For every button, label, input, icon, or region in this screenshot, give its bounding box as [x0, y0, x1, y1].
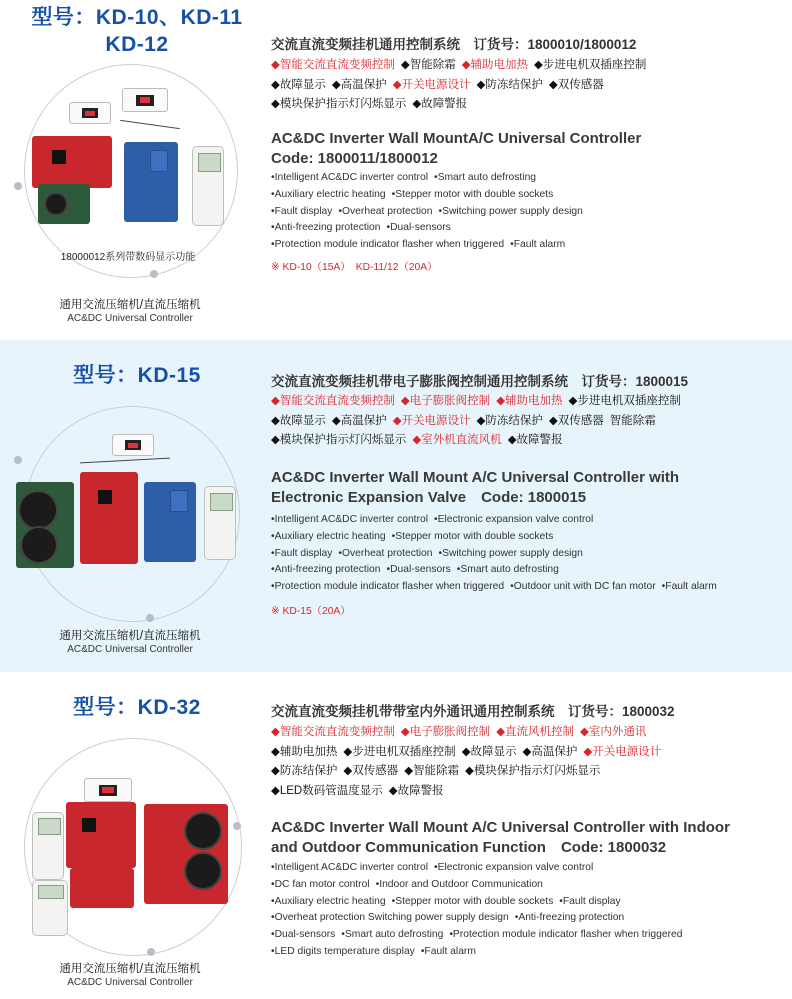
feature: ◆故障警报 — [507, 434, 563, 446]
feature: ◆辅助电加热 — [271, 745, 338, 758]
feature: •Smart auto defrosting — [341, 929, 444, 941]
model-title-line1: 型号：KD-10、KD-11 — [31, 6, 243, 29]
feature-row — [271, 76, 781, 96]
feature: ◆防冻结保护 — [271, 765, 338, 777]
ring-dot — [14, 456, 22, 464]
feature: •Protection module indicator flasher when triggered — [449, 929, 683, 941]
feature-list-en — [271, 170, 786, 254]
feature: •Smart auto defrosting — [456, 564, 559, 576]
red-pcb — [66, 802, 136, 868]
feature: ◆故障显示 — [271, 78, 326, 91]
feature: ◆模块保护指示灯闪烁显示 — [271, 98, 407, 110]
title-cn: 交流直流变频挂机带带室内外通讯通用控制系统 订货号：1800032 — [271, 704, 675, 719]
feature: •Protection module indicator flasher when triggered — [271, 581, 505, 593]
feature: ◆步进电机双插座控制 — [534, 59, 647, 71]
feature: ◆高温保护 — [331, 414, 387, 427]
feature: ◆智能除霜 — [404, 765, 460, 777]
feature: ◆智能交流直流变频控制 — [271, 726, 395, 738]
feature: •Indoor and Outdoor Communication — [375, 878, 543, 890]
feature-row — [271, 927, 786, 944]
feature: ◆室外机直流风机 — [412, 434, 502, 446]
ring-dot — [14, 182, 22, 190]
caption-cn: 通用交流压缩机/直流压缩机 — [59, 630, 201, 642]
feature-row — [271, 579, 786, 596]
caption-en: AC&DC Universal Controller — [67, 644, 193, 655]
feature-row — [271, 431, 781, 451]
feature-row — [271, 529, 786, 546]
feature: ◆辅助电加热 — [496, 395, 563, 407]
chip — [52, 150, 66, 164]
display-panel — [84, 778, 132, 802]
feature-list-en — [271, 512, 786, 596]
feature: •Dual-sensors — [386, 564, 451, 576]
feature: ◆智能除霜 — [400, 59, 456, 71]
wired-panel — [32, 880, 68, 936]
feature: •LED digits temperature display — [271, 945, 415, 957]
capacitor — [184, 812, 222, 850]
caption-cn: 通用交流压缩机/直流压缩机 — [59, 963, 201, 975]
feature: •Electronic expansion valve control — [433, 862, 594, 873]
feature: ◆开关电源设计 — [583, 745, 662, 758]
feature: •Anti-freezing protection — [271, 222, 381, 234]
capacitor — [20, 526, 58, 564]
ring-dot — [146, 614, 154, 622]
capacitor — [18, 490, 58, 530]
feature: •Fault display — [271, 547, 333, 559]
chip — [98, 490, 112, 504]
title-cn: 交流直流变频挂机带电子膨胀阀控制通用控制系统 订货号：1800015 — [271, 374, 689, 389]
feature-row — [271, 860, 786, 877]
feature-list-en — [271, 860, 786, 961]
feature: ◆故障显示 — [271, 414, 326, 427]
remote-control — [32, 812, 64, 880]
product-section-kd10 — [0, 0, 792, 340]
feature: •Smart auto defrosting — [433, 172, 537, 183]
caption-en: AC&DC Universal Controller — [67, 313, 193, 324]
feature-list-cn — [271, 392, 781, 451]
feature-row — [271, 95, 781, 115]
feature: •Outdoor unit with DC fan motor — [510, 581, 656, 593]
title-en — [271, 129, 781, 169]
feature: ◆LED数码管温度显示 — [271, 784, 383, 797]
display-panel — [69, 102, 111, 124]
feature: •Fault alarm — [661, 581, 717, 593]
title-en-line2: and Outdoor Communication Function Code: 1800032 — [271, 839, 667, 856]
title-cn: 交流直流变频挂机通用控制系统 订货号：1800010/1800012 — [271, 37, 637, 52]
feature: ◆智能交流直流变频控制 — [271, 59, 395, 71]
title-en-line2: Code: 1800011/1800012 — [271, 150, 438, 167]
product-section-kd32 — [0, 672, 792, 999]
feature: •Stepper motor with double sockets — [391, 188, 554, 200]
feature: •Switching power supply design — [438, 547, 583, 559]
relay — [170, 490, 188, 512]
feature: ◆故障警报 — [388, 784, 444, 797]
title-en — [271, 818, 781, 858]
feature-row — [271, 56, 781, 76]
feature-row — [271, 512, 786, 529]
feature: •Protection module indicator flasher when triggered — [271, 239, 505, 251]
red-pcb — [32, 136, 112, 188]
feature-row — [271, 894, 786, 911]
feature: ◆高温保护 — [331, 78, 387, 91]
red-pcb — [80, 472, 138, 564]
feature-row — [271, 910, 786, 927]
feature: ◆开关电源设计 — [392, 78, 471, 91]
title-en-line1: AC&DC Inverter Wall Mount A/C Universal Controller with — [271, 469, 680, 486]
caption-cn: 通用交流压缩机/直流压缩机 — [59, 299, 201, 311]
feature: ◆双传感器 — [548, 414, 604, 427]
feature-row — [271, 170, 786, 187]
model-title: 型号：KD-15 — [73, 364, 201, 387]
current-rating: ※ KD-15（20A） — [271, 606, 351, 617]
feature-row — [271, 762, 781, 782]
feature-row — [271, 944, 786, 961]
feature-row — [271, 237, 786, 254]
feature-row — [271, 743, 781, 763]
feature: ◆直流风机控制 — [496, 726, 575, 738]
model-title — [6, 4, 268, 58]
feature: •Auxiliary electric heating — [271, 530, 386, 542]
feature: •Auxiliary electric heating — [271, 188, 386, 200]
caption-en: AC&DC Universal Controller — [67, 977, 193, 988]
feature: ◆智能交流直流变频控制 — [271, 395, 395, 407]
feature-row — [271, 546, 786, 563]
ring-dot — [233, 822, 241, 830]
feature-list-cn — [271, 56, 781, 115]
feature: •Electronic expansion valve control — [433, 514, 594, 525]
capacitor — [44, 192, 68, 216]
feature: •Overheat protection Switching power supply design — [271, 912, 509, 924]
feature: ◆故障显示 — [461, 745, 517, 758]
feature: •Dual-sensors — [271, 929, 336, 941]
feature-row — [271, 877, 786, 894]
capacitor — [184, 852, 222, 890]
remote-control — [204, 486, 236, 560]
feature: ◆模块保护指示灯闪烁显示 — [465, 765, 601, 777]
model-title-line2: KD-12 — [105, 33, 169, 56]
feature: ◆高温保护 — [522, 745, 578, 758]
feature: ◆开关电源设计 — [392, 414, 471, 427]
feature: ◆电子膨胀阀控制 — [400, 395, 491, 407]
feature: ◆辅助电加热 — [461, 59, 529, 71]
feature: •DC fan motor control — [271, 878, 370, 890]
feature-list-cn — [271, 723, 781, 801]
feature: •Fault display — [271, 205, 333, 217]
feature-row — [271, 220, 786, 237]
feature: ◆步进电机双插座控制 — [568, 395, 681, 407]
feature: •Stepper motor with double sockets — [391, 895, 554, 907]
chip — [82, 818, 96, 832]
relay — [150, 150, 168, 172]
remote-control — [192, 146, 224, 226]
ring-dot — [150, 270, 158, 278]
feature-row — [271, 392, 781, 412]
feature: •Switching power supply design — [438, 205, 583, 217]
receiver-panel — [122, 88, 168, 112]
feature-row — [271, 204, 786, 221]
feature: •Overheat protection — [338, 547, 433, 559]
feature: ◆双传感器 — [548, 78, 604, 91]
feature: ◆室内外通讯 — [580, 726, 647, 738]
feature-row — [271, 782, 781, 802]
feature: 智能除霜 — [609, 414, 656, 427]
feature: ◆故障警报 — [412, 98, 468, 110]
feature: •Overheat protection — [338, 205, 433, 217]
image-note: 18000012系列带数码显示功能 — [60, 252, 196, 263]
feature-row — [271, 723, 781, 743]
red-pcb-small — [70, 868, 134, 908]
title-en-line1: AC&DC Inverter Wall Mount A/C Universal Controller with Indoor — [271, 819, 730, 836]
feature: ◆双传感器 — [343, 765, 399, 777]
title-en-line2: Electronic Expansion Valve Code: 1800015 — [271, 489, 587, 506]
feature-row — [271, 412, 781, 432]
feature: ◆模块保护指示灯闪烁显示 — [271, 434, 407, 446]
feature: •Dual-sensors — [386, 222, 451, 234]
display-panel — [112, 434, 154, 456]
feature: •Fault alarm — [510, 239, 566, 251]
feature: •Intelligent AC&DC inverter control — [271, 862, 428, 873]
feature: ◆防冻结保护 — [476, 414, 543, 427]
feature: •Fault alarm — [420, 945, 476, 957]
feature: ◆电子膨胀阀控制 — [400, 726, 491, 738]
title-en-line1: AC&DC Inverter Wall MountA/C Universal Controller — [271, 130, 642, 147]
feature: ◆防冻结保护 — [476, 78, 543, 91]
feature: •Fault display — [559, 895, 621, 907]
feature: ◆步进电机双插座控制 — [343, 745, 456, 758]
feature: •Auxiliary electric heating — [271, 895, 386, 907]
current-rating: ※ KD-10（15A） KD-11/12（20A） — [271, 262, 438, 273]
feature-row — [271, 562, 786, 579]
feature: •Intelligent AC&DC inverter control — [271, 514, 428, 525]
model-title: 型号：KD-32 — [73, 696, 201, 719]
product-section-kd15 — [0, 340, 792, 672]
ring-dot — [147, 948, 155, 956]
feature: •Intelligent AC&DC inverter control — [271, 172, 428, 183]
feature-row — [271, 187, 786, 204]
title-en — [271, 468, 781, 508]
feature: •Anti-freezing protection — [271, 564, 381, 576]
feature: •Anti-freezing protection — [514, 912, 625, 924]
feature: •Stepper motor with double sockets — [391, 530, 554, 542]
